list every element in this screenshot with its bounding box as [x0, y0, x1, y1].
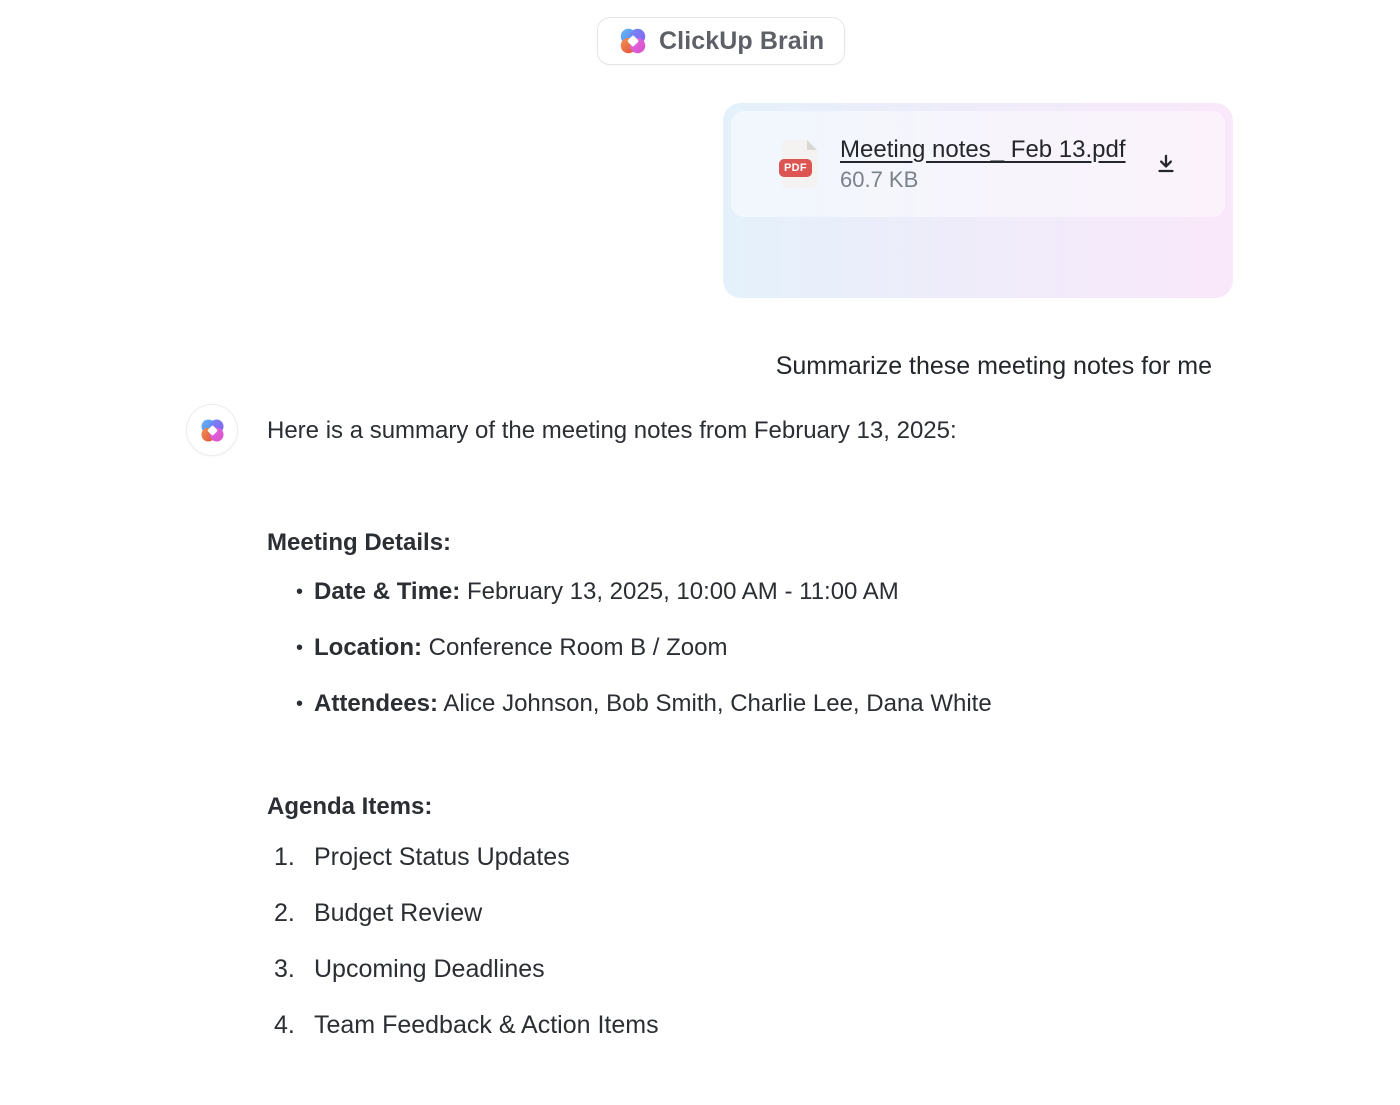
file-size: 60.7 KB — [840, 166, 919, 192]
assistant-response — [267, 415, 1227, 1041]
summary-intro: Here is a summary of the meeting notes from February 13, 2025: — [267, 417, 957, 444]
pdf-type-tag: PDF — [779, 159, 812, 177]
clickup-brain-icon — [618, 26, 648, 56]
detail-label: Attendees: — [314, 690, 439, 717]
list-item — [267, 688, 1227, 720]
clickup-brain-badge[interactable] — [597, 17, 845, 65]
list-item: Team Feedback & Action Items — [314, 1011, 659, 1039]
detail-label: Date & Time: — [314, 578, 461, 605]
list-item — [267, 632, 1227, 664]
pdf-fold-corner — [807, 140, 817, 150]
detail-value: Alice Johnson, Bob Smith, Charlie Lee, Dana White — [443, 690, 992, 717]
download-button[interactable] — [1149, 147, 1183, 181]
user-prompt-text: Summarize these meeting notes for me — [775, 352, 1212, 380]
assistant-avatar — [186, 404, 238, 456]
list-item: Budget Review — [314, 899, 483, 927]
meeting-details-list — [267, 576, 1227, 720]
attachment-card — [731, 111, 1225, 217]
detail-value: February 13, 2025, 10:00 AM - 11:00 AM — [466, 578, 899, 605]
list-item: Project Status Updates — [314, 843, 570, 871]
user-message-bubble — [723, 103, 1233, 380]
list-item: Upcoming Deadlines — [314, 955, 545, 983]
clickup-brain-label: ClickUp Brain — [659, 26, 825, 55]
detail-label: Location: — [314, 634, 422, 661]
meeting-details-heading: Meeting Details: — [267, 529, 452, 556]
clickup-brain-avatar-icon — [199, 417, 226, 444]
download-icon — [1153, 151, 1179, 177]
agenda-items-heading: Agenda Items: — [267, 793, 433, 820]
file-name-link[interactable]: Meeting notes_ Feb 13.pdf — [840, 135, 1126, 163]
pdf-file-icon — [779, 140, 817, 188]
detail-value: Conference Room B / Zoom — [428, 634, 728, 661]
agenda-items-list — [267, 841, 1227, 1041]
file-info — [840, 136, 1149, 193]
list-item — [267, 576, 1227, 608]
